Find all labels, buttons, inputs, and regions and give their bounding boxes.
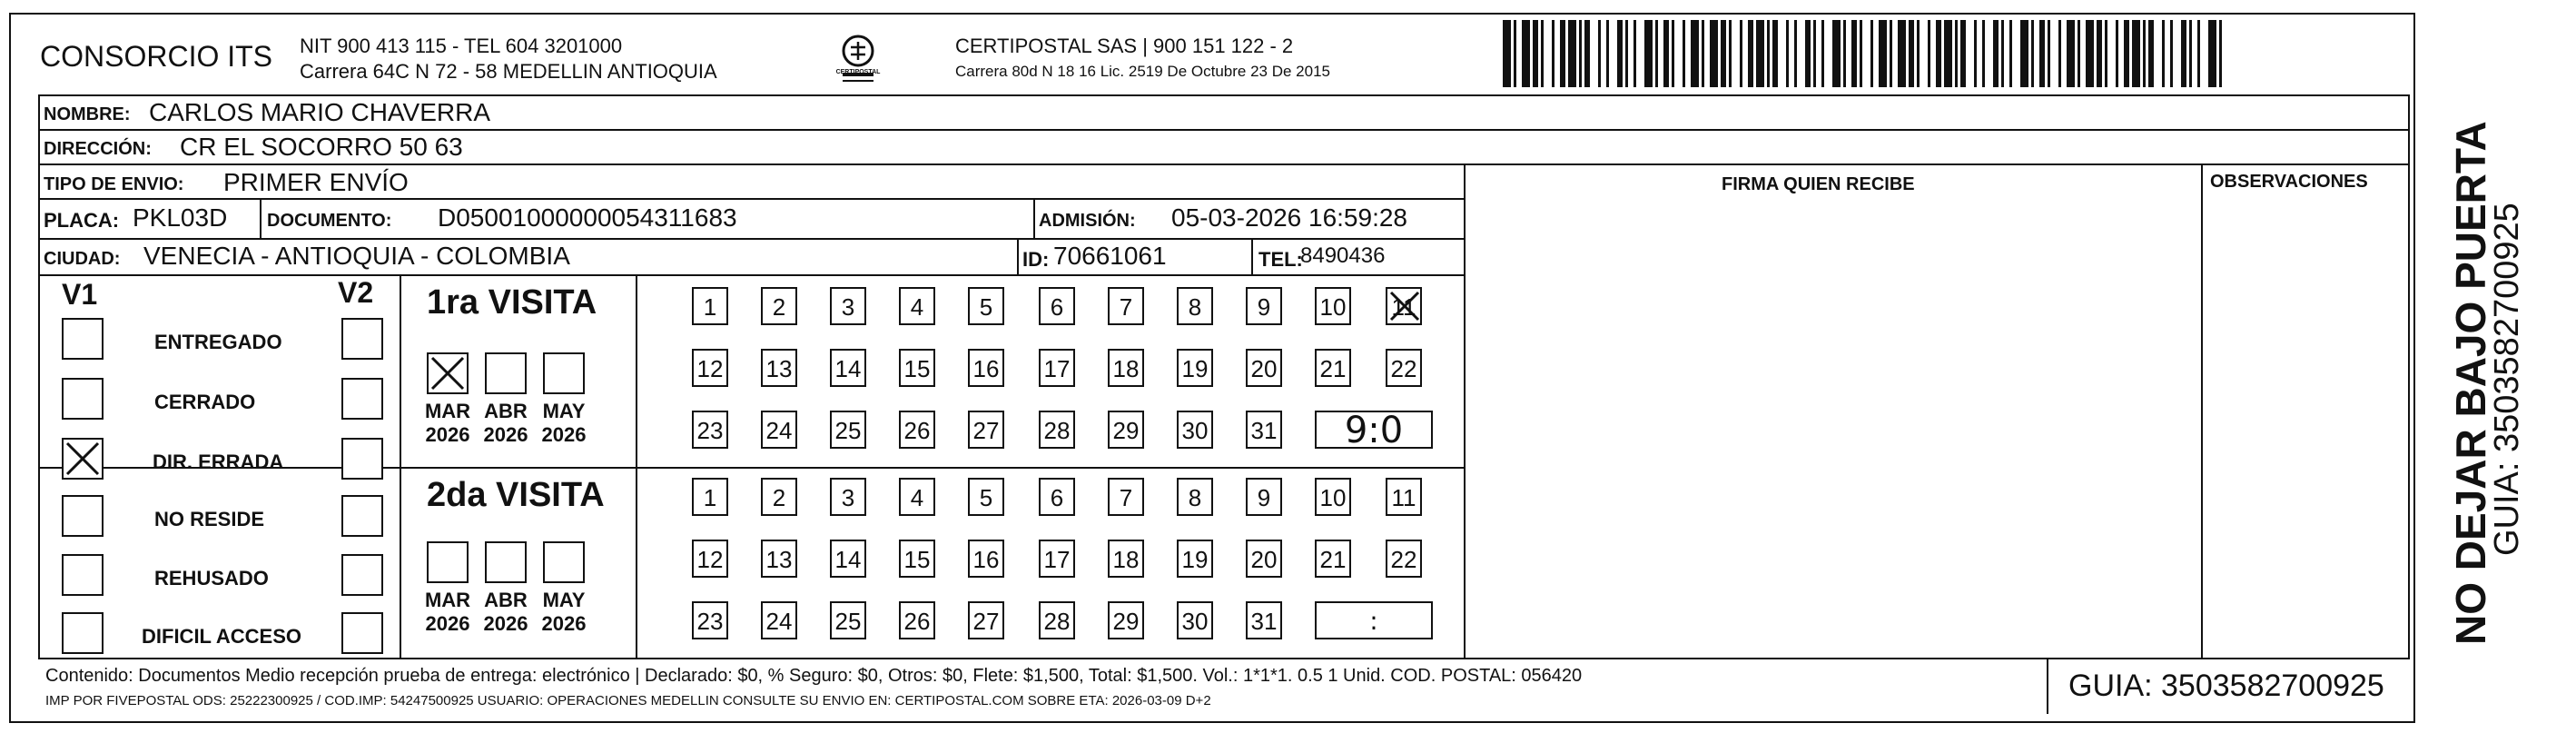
ciudad-label: CIUDAD: xyxy=(44,249,121,269)
day-box[interactable]: 4 xyxy=(899,287,935,325)
day-box[interactable]: 18 xyxy=(1108,349,1144,387)
documento-value: D05001000000054311683 xyxy=(438,203,737,232)
direccion-label: DIRECCIÓN: xyxy=(44,139,152,159)
admision-value: 05-03-2026 16:59:28 xyxy=(1171,203,1407,232)
side-guia: GUIA: 3503582700925 xyxy=(2488,203,2526,556)
carrier-address: Carrera 80d N 18 16 Lic. 2519 De Octubre 23 De 2015 xyxy=(955,63,1330,80)
day-box[interactable]: 9 xyxy=(1246,478,1282,516)
day-box[interactable]: 25 xyxy=(830,411,866,449)
visit-time-box[interactable]: 9:0 xyxy=(1315,411,1433,449)
status-v1-checkbox[interactable] xyxy=(62,495,104,537)
day-box[interactable]: 23 xyxy=(692,601,728,639)
day-box[interactable]: 25 xyxy=(830,601,866,639)
day-box[interactable]: 16 xyxy=(968,540,1004,578)
visit1-title: 1ra VISITA xyxy=(427,283,597,322)
tipo-envio-label: TIPO DE ENVIO: xyxy=(44,174,184,194)
observaciones-header: OBSERVACIONES xyxy=(2210,172,2368,192)
day-box[interactable]: 30 xyxy=(1177,601,1213,639)
status-label: ENTREGADO xyxy=(154,331,282,353)
day-box[interactable]: 17 xyxy=(1039,349,1075,387)
day-box[interactable]: 29 xyxy=(1108,601,1144,639)
logo-text: CERTIPOSTAL xyxy=(835,69,881,75)
footer-contenido: Contenido: Documentos Medio recepción prueba de entrega: electrónico | Declarado: $0, % Seguro: $0, Otros: $0, Flete: $1,500, Total: $1,500. Vol.: 1*1*1. 0.5 1 Unid. COD. POSTAL: 056420 xyxy=(45,666,1583,686)
status-v1-checkbox[interactable] xyxy=(62,612,104,654)
barcode xyxy=(1503,20,2229,87)
status-v2-checkbox[interactable] xyxy=(341,612,383,654)
day-box[interactable]: 14 xyxy=(830,349,866,387)
tipo-envio-value: PRIMER ENVÍO xyxy=(223,168,409,196)
day-box[interactable]: 15 xyxy=(899,349,935,387)
day-box[interactable]: 29 xyxy=(1108,411,1144,449)
ciudad-value: VENECIA - ANTIOQUIA - COLOMBIA xyxy=(143,242,570,270)
day-box[interactable]: 26 xyxy=(899,411,935,449)
day-box[interactable]: 8 xyxy=(1177,478,1213,516)
certipostal-logo xyxy=(835,33,881,87)
day-box[interactable]: 11 xyxy=(1386,287,1422,325)
month-year: 2026 xyxy=(425,612,470,635)
day-box[interactable]: 2 xyxy=(761,287,797,325)
admision-label: ADMISIÓN: xyxy=(1039,211,1136,231)
day-box[interactable]: 11 xyxy=(1386,478,1422,516)
status-v2-checkbox[interactable] xyxy=(341,318,383,360)
month-year: 2026 xyxy=(541,423,587,446)
day-box[interactable]: 12 xyxy=(692,349,728,387)
day-box[interactable]: 3 xyxy=(830,287,866,325)
month-checkbox[interactable] xyxy=(485,352,527,394)
day-box[interactable]: 31 xyxy=(1246,601,1282,639)
month-year: 2026 xyxy=(541,612,587,635)
day-box[interactable]: 20 xyxy=(1246,349,1282,387)
tel-label: TEL: xyxy=(1258,248,1303,271)
day-box[interactable]: 6 xyxy=(1039,478,1075,516)
day-box[interactable]: 28 xyxy=(1039,601,1075,639)
day-box[interactable]: 7 xyxy=(1108,287,1144,325)
day-box[interactable]: 4 xyxy=(899,478,935,516)
day-box[interactable]: 31 xyxy=(1246,411,1282,449)
day-box[interactable]: 24 xyxy=(761,411,797,449)
company-address: Carrera 64C N 72 - 58 MEDELLIN ANTIOQUIA xyxy=(300,60,717,83)
month-year: 2026 xyxy=(425,423,470,446)
day-box[interactable]: 28 xyxy=(1039,411,1075,449)
firma-header: FIRMA QUIEN RECIBE xyxy=(1722,174,1915,194)
month-label: ABR xyxy=(484,400,528,422)
status-label: CERRADO xyxy=(154,391,256,413)
v2-label: V2 xyxy=(338,276,374,309)
footer-guia: GUIA: 3503582700925 xyxy=(2068,669,2384,703)
month-year: 2026 xyxy=(483,423,528,446)
direccion-value: CR EL SOCORRO 50 63 xyxy=(180,133,463,161)
day-box[interactable]: 13 xyxy=(761,540,797,578)
month-year: 2026 xyxy=(483,612,528,635)
day-box[interactable]: 7 xyxy=(1108,478,1144,516)
day-box[interactable]: 27 xyxy=(968,411,1004,449)
day-box[interactable]: 30 xyxy=(1177,411,1213,449)
month-label: MAR xyxy=(424,400,471,422)
day-box[interactable]: 19 xyxy=(1177,349,1213,387)
status-label: NO RESIDE xyxy=(154,508,265,530)
visit-time-box[interactable]: : xyxy=(1315,601,1433,639)
day-box[interactable]: 21 xyxy=(1315,540,1351,578)
month-label: MAR xyxy=(424,589,471,611)
carrier-name: CERTIPOSTAL SAS | 900 151 122 - 2 xyxy=(955,35,1294,57)
day-box[interactable]: 15 xyxy=(899,540,935,578)
month-label: ABR xyxy=(484,589,528,611)
day-box[interactable]: 1 xyxy=(692,287,728,325)
placa-label: PLACA: xyxy=(44,209,120,232)
month-checkbox[interactable] xyxy=(427,541,469,583)
month-label: MAY xyxy=(542,400,586,422)
month-checkbox[interactable] xyxy=(485,541,527,583)
day-box[interactable]: 2 xyxy=(761,478,797,516)
day-box[interactable]: 27 xyxy=(968,601,1004,639)
day-box[interactable]: 3 xyxy=(830,478,866,516)
day-box[interactable]: 18 xyxy=(1108,540,1144,578)
documento-label: DOCUMENTO: xyxy=(267,211,392,231)
month-checkbox[interactable] xyxy=(543,352,585,394)
visit2-title: 2da VISITA xyxy=(427,476,605,514)
day-box[interactable]: 24 xyxy=(761,601,797,639)
day-box[interactable]: 21 xyxy=(1315,349,1351,387)
day-box[interactable]: 12 xyxy=(692,540,728,578)
company-nit: NIT 900 413 115 - TEL 604 3201000 xyxy=(300,35,623,57)
day-box[interactable]: 5 xyxy=(968,478,1004,516)
id-value: 70661061 xyxy=(1053,242,1167,270)
day-box[interactable]: 17 xyxy=(1039,540,1075,578)
day-box[interactable]: 19 xyxy=(1177,540,1213,578)
day-box[interactable]: 10 xyxy=(1315,478,1351,516)
status-v2-checkbox[interactable] xyxy=(341,554,383,596)
month-checkbox[interactable] xyxy=(427,352,469,394)
status-v1-checkbox[interactable] xyxy=(62,438,104,480)
status-label: REHUSADO xyxy=(154,567,269,589)
status-v1-checkbox[interactable] xyxy=(62,378,104,420)
status-v2-checkbox[interactable] xyxy=(341,495,383,537)
tel-value: 8490436 xyxy=(1300,243,1386,268)
day-box[interactable]: 22 xyxy=(1386,540,1422,578)
day-box[interactable]: 6 xyxy=(1039,287,1075,325)
month-checkbox[interactable] xyxy=(543,541,585,583)
status-label: DIFICIL ACCESO xyxy=(142,625,302,648)
day-box[interactable]: 8 xyxy=(1177,287,1213,325)
day-box[interactable]: 13 xyxy=(761,349,797,387)
status-v2-checkbox[interactable] xyxy=(341,438,383,480)
day-box[interactable]: 20 xyxy=(1246,540,1282,578)
status-label: DIR. ERRADA xyxy=(153,451,284,473)
footer-imp: IMP POR FIVEPOSTAL ODS: 25222300925 / COD.IMP: 54247500925 USUARIO: OPERACIONES MEDELLIN CONSULTE SU ENVIO EN: CERTIPOSTAL.COM SOBRE ETA: 2026-03-09 D+2 xyxy=(45,693,1211,708)
day-box[interactable]: 14 xyxy=(830,540,866,578)
day-box[interactable]: 22 xyxy=(1386,349,1422,387)
id-label: ID: xyxy=(1022,248,1050,271)
day-box[interactable]: 26 xyxy=(899,601,935,639)
day-box[interactable]: 1 xyxy=(692,478,728,516)
nombre-value: CARLOS MARIO CHAVERRA xyxy=(149,98,490,126)
day-box[interactable]: 5 xyxy=(968,287,1004,325)
status-v1-checkbox[interactable] xyxy=(62,554,104,596)
day-box[interactable]: 16 xyxy=(968,349,1004,387)
status-v1-checkbox[interactable] xyxy=(62,318,104,360)
status-v2-checkbox[interactable] xyxy=(341,378,383,420)
no-dejar-bajo-puerta: NO DEJAR BAJO PUERTA xyxy=(2447,121,2494,645)
v1-label: V1 xyxy=(62,278,98,311)
nombre-label: NOMBRE: xyxy=(44,104,131,124)
day-box[interactable]: 9 xyxy=(1246,287,1282,325)
day-box[interactable]: 23 xyxy=(692,411,728,449)
company-name: CONSORCIO ITS xyxy=(40,40,273,73)
placa-value: PKL03D xyxy=(133,203,228,232)
month-label: MAY xyxy=(542,589,586,611)
day-box[interactable]: 10 xyxy=(1315,287,1351,325)
